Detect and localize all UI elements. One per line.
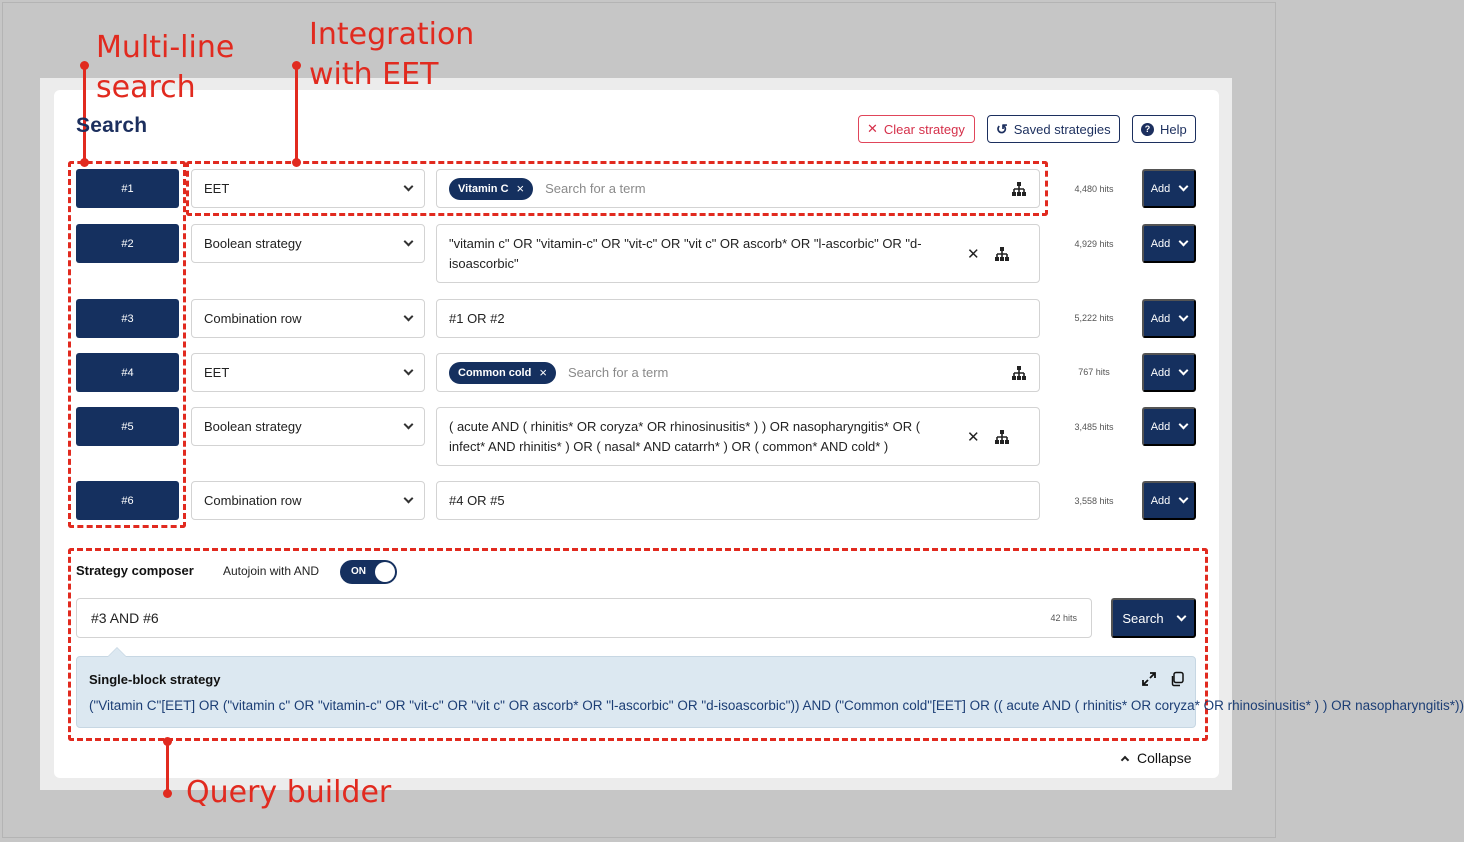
- single-block-title: Single-block strategy: [89, 672, 221, 687]
- term-placeholder[interactable]: Search for a term: [567, 365, 669, 380]
- annotation-integration-eet: [309, 15, 474, 95]
- row-hits: 3,558 hits: [1074, 496, 1114, 506]
- annotation-multi-line-search: [96, 28, 234, 108]
- row-type-select[interactable]: [191, 407, 425, 446]
- hierarchy-icon[interactable]: [1011, 366, 1027, 380]
- saved-strategies-button[interactable]: [987, 115, 1120, 143]
- chevron-down-icon: [404, 366, 414, 376]
- chevron-down-icon: [1179, 420, 1189, 430]
- autojoin-label: Autojoin with AND: [223, 564, 320, 578]
- add-label: Add: [1150, 312, 1171, 325]
- help-button[interactable]: [1132, 115, 1196, 143]
- chevron-down-icon: [404, 420, 414, 430]
- annotation-leader-line: [166, 741, 169, 792]
- chevron-down-icon: [1179, 237, 1189, 247]
- toggle-state-label: ON: [351, 566, 366, 577]
- combination-query-input[interactable]: [436, 481, 1040, 520]
- row-hits: 4,929 hits: [1074, 239, 1114, 249]
- annotation-line: with EET: [309, 57, 439, 92]
- history-icon: ↺: [996, 120, 1008, 137]
- single-block-text: ("Vitamin C"[EET] OR ("vitamin c" OR "vitamin-c" OR "vit-c" OR "vit c" OR ascorb* OR "l-ascorbic" OR "d-isoascorbic")) AND ("Common cold"[EET] OR (( acute AND ( rhinitis* OR coryza* OR rhinosinusitis* ) ) OR nasopharyngitis*)): [89, 698, 1464, 713]
- autojoin-toggle[interactable]: [340, 560, 397, 584]
- strategy-composer-title: Strategy composer: [76, 563, 194, 578]
- row-hits: 5,222 hits: [1074, 313, 1114, 323]
- clear-icon[interactable]: ✕: [967, 428, 980, 446]
- saved-strategies-label: Saved strategies: [1013, 121, 1111, 137]
- row-type-select[interactable]: [191, 169, 425, 208]
- chevron-down-icon: [404, 182, 414, 192]
- term-chip-label: Common cold: [458, 366, 532, 379]
- chevron-down-icon: [1179, 494, 1189, 504]
- annotation-line: search: [96, 70, 196, 105]
- clear-strategy-label: Clear strategy: [883, 121, 965, 137]
- annotation-dot: [80, 158, 89, 167]
- row-type-value: Boolean strategy: [204, 419, 302, 434]
- annotation-dot: [292, 158, 301, 167]
- row-number-button[interactable]: #3: [76, 299, 179, 338]
- chip-remove-icon[interactable]: ×: [516, 181, 525, 196]
- panel-pointer: [107, 647, 127, 657]
- chevron-down-icon: [1179, 366, 1189, 376]
- row-number-button[interactable]: #5: [76, 407, 179, 446]
- row-type-value: Combination row: [204, 311, 302, 326]
- single-block-strategy-panel: [76, 656, 1464, 728]
- annotation-line: Integration: [309, 17, 475, 52]
- copy-icon[interactable]: [1169, 671, 1185, 687]
- eet-term-input[interactable]: [436, 353, 1040, 392]
- clear-strategy-button[interactable]: [858, 115, 975, 143]
- add-label: Add: [1150, 420, 1171, 433]
- combination-query-input[interactable]: [436, 299, 1040, 338]
- clear-icon[interactable]: ✕: [967, 245, 980, 263]
- term-chip-label: Vitamin C: [458, 182, 509, 195]
- composer-hits: 42 hits: [1050, 613, 1077, 623]
- row-number-button[interactable]: #1: [76, 169, 179, 208]
- toggle-knob: [375, 562, 395, 582]
- row-number-button[interactable]: #2: [76, 224, 179, 263]
- annotation-query-builder: Query builder: [186, 775, 392, 810]
- hierarchy-icon[interactable]: [994, 430, 1010, 444]
- expand-icon[interactable]: [1141, 671, 1157, 687]
- row-hits: 767 hits: [1078, 367, 1110, 377]
- boolean-query-input[interactable]: [436, 407, 1040, 466]
- single-block-actions: [1141, 671, 1185, 687]
- add-row-button[interactable]: [1142, 224, 1196, 263]
- query-text[interactable]: #4 OR #5: [449, 492, 505, 508]
- search-label: Search: [1122, 610, 1164, 626]
- add-label: Add: [1150, 366, 1171, 379]
- chevron-down-icon: [1179, 182, 1189, 192]
- add-label: Add: [1150, 182, 1171, 195]
- row-type-select[interactable]: [191, 353, 425, 392]
- add-row-button[interactable]: [1142, 353, 1196, 392]
- add-label: Add: [1150, 237, 1171, 250]
- boolean-query-input[interactable]: [436, 224, 1040, 283]
- page-title: Search: [76, 114, 148, 137]
- term-chip: [449, 362, 556, 384]
- row-number-button[interactable]: #4: [76, 353, 179, 392]
- chip-remove-icon[interactable]: ×: [539, 365, 547, 380]
- row-hits: 4,480 hits: [1074, 184, 1114, 194]
- chevron-down-icon: [1176, 611, 1186, 621]
- chevron-up-icon: [1121, 756, 1129, 764]
- row-number-button[interactable]: #6: [76, 481, 179, 520]
- collapse-button[interactable]: [1122, 750, 1191, 766]
- help-label: Help: [1160, 121, 1187, 137]
- annotation-dot: [163, 789, 172, 798]
- row-type-value: Combination row: [204, 493, 302, 508]
- chevron-down-icon: [404, 494, 414, 504]
- help-icon: ?: [1141, 123, 1154, 136]
- collapse-label: Collapse: [1137, 750, 1192, 766]
- row-type-select[interactable]: [191, 224, 425, 263]
- add-label: Add: [1150, 494, 1171, 507]
- row-type-select[interactable]: [191, 299, 425, 338]
- row-type-value: EET: [204, 181, 230, 196]
- query-text[interactable]: "vitamin c" OR "vitamin-c" OR "vit-c" OR "vit c" OR ascorb* OR "l-ascorbic" OR "d-isoascorbic": [449, 235, 922, 271]
- query-text[interactable]: #1 OR #2: [449, 310, 505, 326]
- composer-value[interactable]: #3 AND #6: [91, 610, 159, 626]
- add-row-button[interactable]: [1142, 481, 1196, 520]
- hierarchy-icon[interactable]: [994, 247, 1010, 261]
- strategy-composer-input[interactable]: [76, 598, 1092, 638]
- chevron-down-icon: [404, 237, 414, 247]
- term-chip: [449, 178, 533, 200]
- row-type-select[interactable]: [191, 481, 425, 520]
- row-type-value: Boolean strategy: [204, 236, 302, 251]
- chevron-down-icon: [1179, 312, 1189, 322]
- add-row-button[interactable]: [1142, 299, 1196, 338]
- row-hits: 3,485 hits: [1074, 422, 1114, 432]
- hierarchy-icon[interactable]: [1011, 182, 1027, 196]
- eet-term-input[interactable]: [436, 169, 1040, 208]
- search-button[interactable]: [1111, 598, 1196, 638]
- chevron-down-icon: [404, 312, 414, 322]
- row-type-value: EET: [204, 365, 230, 380]
- query-text[interactable]: ( acute AND ( rhinitis* OR coryza* OR rhinosinusitis* ) ) OR nasopharyngitis* OR ( infect* AND rhinitis* ) OR ( nasal* AND catarrh* ) OR ( common* AND cold* ): [449, 418, 921, 454]
- add-row-button[interactable]: [1142, 169, 1196, 208]
- close-icon: ✕: [867, 121, 878, 136]
- annotation-leader-line: [295, 65, 298, 162]
- add-row-button[interactable]: [1142, 407, 1196, 446]
- annotation-line: Multi-line: [96, 30, 235, 65]
- term-placeholder[interactable]: Search for a term: [545, 181, 646, 196]
